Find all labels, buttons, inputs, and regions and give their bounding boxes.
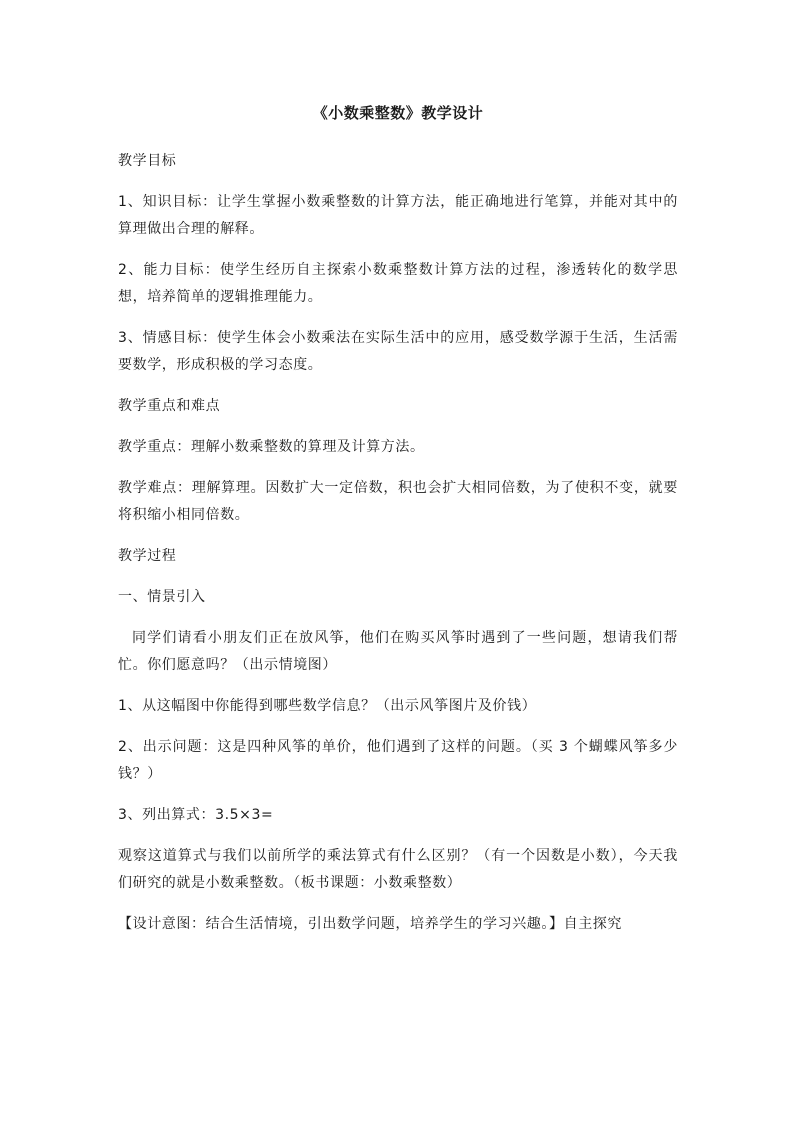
document-title: 《小数乘整数》教学设计 [312, 104, 484, 122]
objective-ability: 2、能力目标：使学生经历自主探索小数乘整数计算方法的过程，渗透转化的数学思想，培养简单的逻辑推理能力。 [118, 262, 678, 305]
section-heading-key-points: 教学重点和难点 [118, 398, 221, 414]
key-point: 教学重点：理解小数乘整数的算理及计算方法。 [118, 439, 425, 455]
intro-paragraph: 同学们请看小朋友们正在放风筝，他们在购买风筝时遇到了一些问题，想请我们帮忙。你们愿意吗？（出示情境图） [118, 630, 678, 673]
observation-paragraph: 观察这道算式与我们以前所学的乘法算式有什么区别？（有一个因数是小数），今天我们研究的就是小数乘整数。（板书课题：小数乘整数） [118, 848, 678, 891]
step-2: 2、出示问题：这是四种风筝的单价，他们遇到了这样的问题。（买 3 个蝴蝶风筝多少钱？） [118, 739, 678, 782]
difficult-point: 教学难点：理解算理。因数扩大一定倍数，积也会扩大相同倍数，为了使积不变，就要将积缩小相同倍数。 [118, 480, 678, 523]
section-heading-process: 教学过程 [118, 548, 177, 564]
document-body [118, 102, 678, 952]
section-heading-objectives: 教学目标 [118, 153, 177, 169]
objective-knowledge: 1、知识目标：让学生掌握小数乘整数的计算方法，能正确地进行笔算，并能对其中的算理做出合理的解释。 [118, 194, 678, 237]
design-intent-paragraph: 【设计意图：结合生活情境，引出数学问题，培养学生的学习兴趣。】自主探究 [118, 916, 622, 932]
step-1: 1、从这幅图中你能得到哪些数学信息？（出示风筝图片及价钱） [118, 698, 537, 714]
subsection-heading-intro: 一、情景引入 [118, 589, 206, 605]
step-3: 3、列出算式：3.5×3= [118, 807, 274, 823]
objective-emotion: 3、情感目标：使学生体会小数乘法在实际生活中的应用，感受数学源于生活，生活需要数学，形成积极的学习态度。 [118, 330, 678, 373]
